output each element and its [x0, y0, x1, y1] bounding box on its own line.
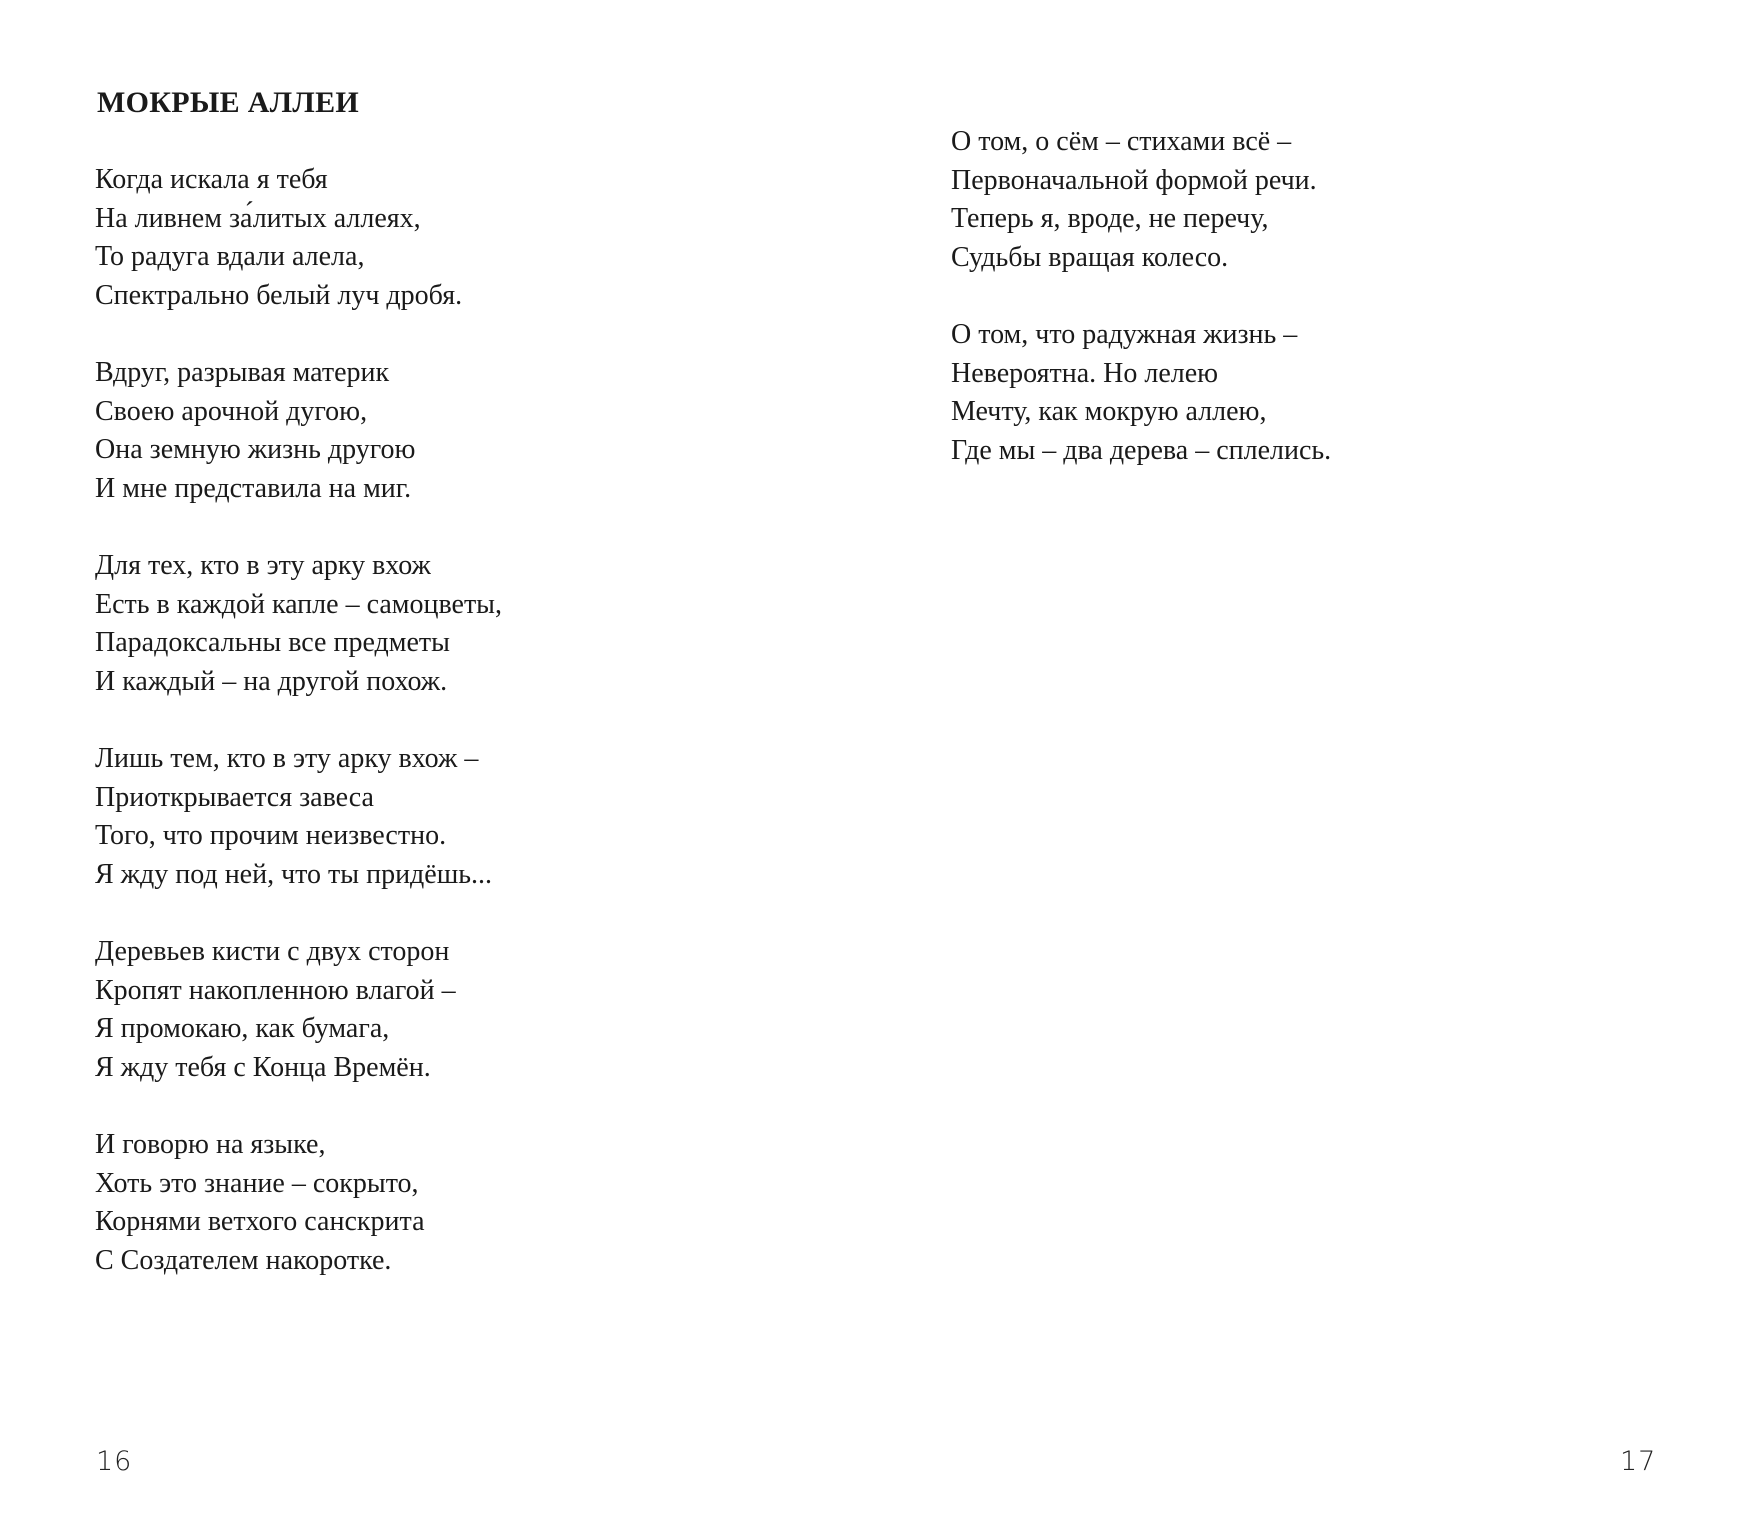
poem-line: Я промокаю, как бумага, [95, 1013, 390, 1044]
page-number-left: 16 [96, 1446, 133, 1477]
poem-line: Хоть это знание – сокрыто, [95, 1167, 419, 1199]
poem-line: Кропят накопленною влагой – [95, 974, 456, 1006]
poem-line: О том, о сём – стихами всё – [951, 126, 1292, 157]
poem-line: Своею арочной дугою, [95, 395, 368, 427]
poem-line: Того, что прочим неизвестно. [95, 820, 447, 851]
poem-line: Теперь я, вроде, не перечу, [951, 203, 1269, 234]
poem-line: То радуга вдали алела, [95, 241, 365, 272]
stanza-8 [951, 316, 1331, 470]
poem-column-left [95, 161, 502, 1319]
poem-line: Есть в каждой капле – самоцветы, [95, 588, 502, 620]
poem-line: Она земную жизнь другою [95, 434, 416, 465]
poem-line: На ливнем за́литых аллеях, [95, 202, 421, 234]
poem-line: Мечту, как мокрую аллею, [951, 396, 1267, 427]
poem-line: Деревьев кисти с двух сторон [95, 936, 450, 967]
stanza-5 [95, 933, 502, 1087]
stanza-7 [951, 123, 1331, 277]
poem-line: Где мы – два дерева – сплелись. [951, 434, 1332, 466]
poem-line: И мне представила на миг. [95, 472, 412, 504]
stanza-4 [95, 740, 502, 894]
poem-line: И каждый – на другой похож. [95, 665, 448, 697]
poem-line: Первоначальной формой речи. [951, 164, 1317, 196]
poem-line: И говорю на языке, [95, 1129, 326, 1160]
poem-line: Судьбы вращая колесо. [951, 241, 1229, 273]
poem-column-right [951, 123, 1331, 509]
poem-line: Лишь тем, кто в эту арку вхож – [95, 743, 479, 774]
poem-line: Когда искала я тебя [95, 164, 328, 195]
right-page [879, 0, 1758, 1540]
page-number-right: 17 [1620, 1446, 1657, 1477]
poem-line: С Создателем накоротке. [95, 1244, 392, 1276]
stanza-6 [95, 1126, 502, 1280]
poem-line: Приоткрывается завеса [95, 781, 374, 813]
stanza-2 [95, 354, 502, 508]
stanza-1 [95, 161, 502, 315]
stanza-3 [95, 547, 502, 701]
poem-line: Невероятна. Но лелею [951, 357, 1219, 389]
poem-line: Я жду под ней, что ты придёшь... [95, 858, 493, 890]
poem-title: МОКРЫЕ АЛЛЕИ [97, 86, 360, 119]
poem-line: О том, что радужная жизнь – [951, 319, 1298, 350]
poem-line: Корнями ветхого санскрита [95, 1206, 425, 1237]
poem-line: Для тех, кто в эту арку вхож [95, 550, 431, 581]
poem-line: Парадоксальны все предметы [95, 627, 450, 658]
poem-line: Я жду тебя с Конца Времён. [95, 1051, 431, 1083]
poem-line: Спектрально белый луч дробя. [95, 279, 463, 311]
poem-line: Вдруг, разрывая материк [95, 357, 390, 388]
